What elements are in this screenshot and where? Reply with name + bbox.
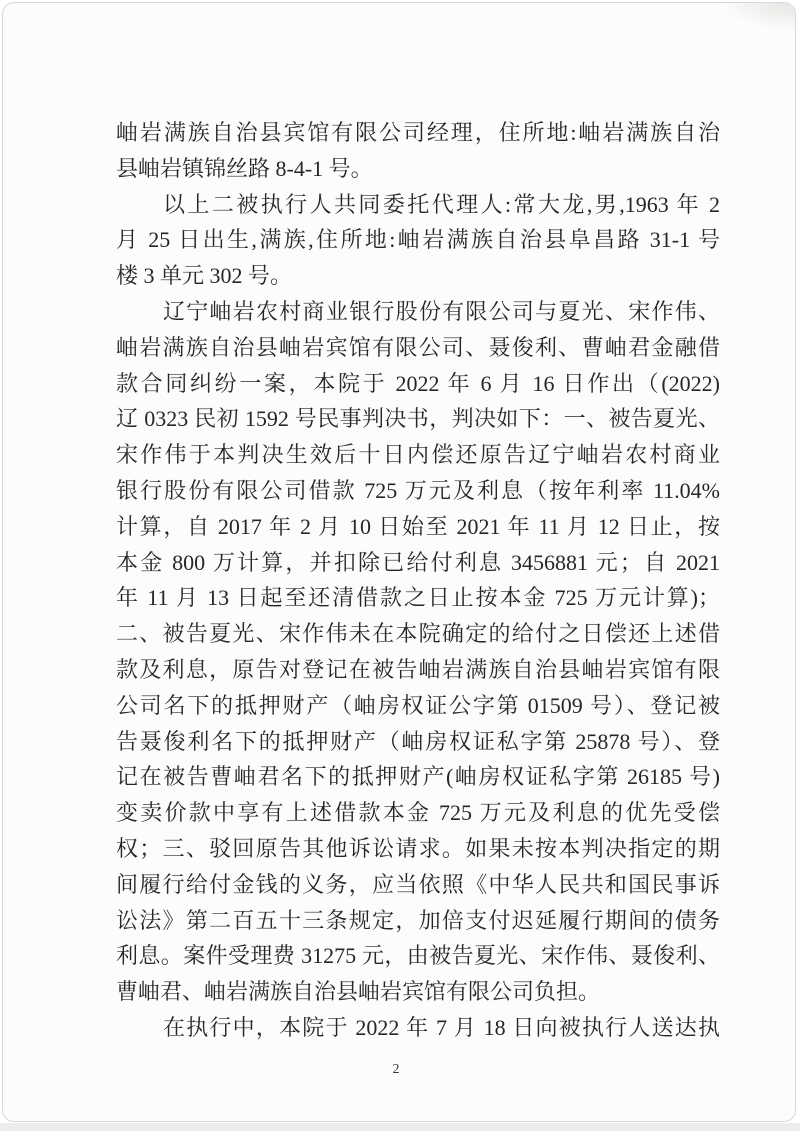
text-line: 讼法》第二百五十三条规定，加倍支付迟延履行期间的债务 <box>116 907 720 933</box>
text-line: 辽宁岫岩农村商业银行股份有限公司与夏光、宋作伟、 <box>163 298 720 324</box>
text-line: 在执行中，本院于 2022 年 7 月 18 日向被执行人送达执 <box>163 1014 720 1040</box>
scan-bottom-edge <box>0 1123 800 1131</box>
text-line: 月 25 日出生,满族,住所地:岫岩满族自治县阜昌路 31-1 号 <box>116 227 720 253</box>
text-line: 岫岩满族自治县宾馆有限公司经理，住所地:岫岩满族自治 <box>116 120 720 145</box>
text-line: 银行股份有限公司借款 725 万元及利息（按年利率 11.04% <box>116 477 720 503</box>
text-line: 利息。案件受理费 31275 元，由被告夏光、宋作伟、聂俊利、 <box>116 943 720 969</box>
text-line: 以上二被执行人共同委托代理人:常大龙,男,1963 年 2 <box>163 191 720 217</box>
text-line: 曹岫君、岫岩满族自治县岫岩宾馆有限公司负担。 <box>116 979 601 1005</box>
text-line: 公司名下的抵押财产（岫房权证公字第 01509 号）、登记被 <box>116 692 720 718</box>
text-line: 二、被告夏光、宋作伟未在本院确定的给付之日偿还上述借 <box>116 621 720 647</box>
text-line: 告聂俊利名下的抵押财产（岫房权证私字第 25878 号）、登 <box>116 728 720 754</box>
page-number: 2 <box>392 1062 400 1077</box>
text-line: 宋作伟于本判决生效后十日内偿还原告辽宁岫岩农村商业 <box>116 442 720 468</box>
document-lines <box>116 115 720 1046</box>
text-line: 记在被告曹岫君名下的抵押财产(岫房权证私字第 26185 号) <box>116 764 720 790</box>
text-line: 岫岩满族自治县岫岩宾馆有限公司、聂俊利、曹岫君金融借 <box>116 334 720 360</box>
text-line: 款及利息，原告对登记在被告岫岩满族自治县岫岩宾馆有限 <box>116 656 720 682</box>
scan-corner-smudge <box>725 3 795 29</box>
text-line: 变卖价款中享有上述借款本金 725 万元及利息的优先受偿 <box>116 800 720 826</box>
text-line: 计算，自 2017 年 2 月 10 日始至 2021 年 11 月 12 日止，按 <box>116 513 720 539</box>
text-line: 本金 800 万计算，并扣除已给付利息 3456881 元；自 2021 <box>116 549 720 575</box>
text-line: 年 11 月 13 日起至还清借款之日止按本金 725 万元计算)； <box>116 585 720 611</box>
text-line: 间履行给付金钱的义务，应当依照《中华人民共和国民事诉 <box>116 871 720 897</box>
text-line: 县岫岩镇锦丝路 8-4-1 号。 <box>116 155 373 181</box>
text-line: 楼 3 单元 302 号。 <box>116 263 293 289</box>
document-page <box>2 2 796 1122</box>
text-line: 辽 0323 民初 1592 号民事判决书，判决如下：一、被告夏光、 <box>116 406 720 432</box>
text-line: 权；三、驳回原告其他诉讼请求。如果未按本判决指定的期 <box>116 835 720 861</box>
text-line: 款合同纠纷一案，本院于 2022 年 6 月 16 日作出（(2022) <box>116 370 720 396</box>
